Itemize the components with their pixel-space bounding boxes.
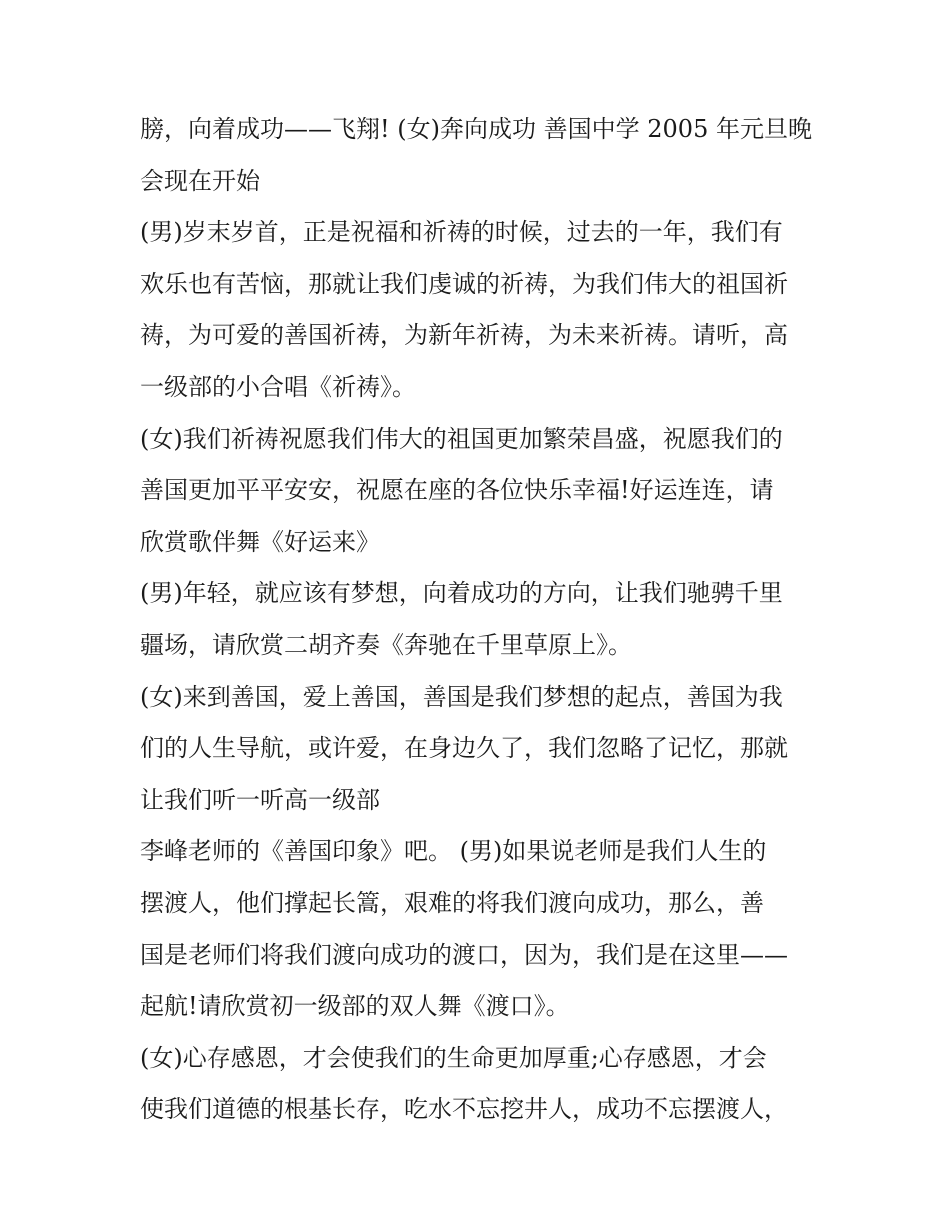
text-line: 李峰老师的《善国印象》吧。 (男)如果说老师是我们人生的	[140, 837, 767, 866]
text-line: 起航!请欣赏初一级部的双人舞《渡口》。	[140, 992, 570, 1021]
text-line: 欣赏歌伴舞《好运来》	[140, 527, 380, 556]
text-line: 一级部的小合唱《祈祷》。	[140, 372, 416, 401]
text-line: (男)年轻，就应该有梦想，向着成功的方向，让我们驰骋千里	[140, 579, 783, 608]
text-line: 会现在开始	[140, 166, 260, 195]
text-line: (女)我们祈祷祝愿我们伟大的祖国更加繁荣昌盛，祝愿我们的	[140, 424, 783, 453]
text-line: (男)岁末岁首，正是祝福和祈祷的时候，过去的一年，我们有	[140, 218, 783, 247]
text-line: 膀，向着成功——飞翔! (女)奔向成功 善国中学 2005 年元旦晚	[140, 115, 812, 143]
text-line: 疆场，请欣赏二胡齐奏《奔驰在千里草原上》。	[140, 630, 632, 659]
text-line: 使我们道德的根基长存，吃水不忘挖井人，成功不忘摆渡人，	[140, 1095, 788, 1124]
document-body	[140, 104, 820, 1136]
text-line: 善国更加平平安安，祝愿在座的各位快乐幸福!好运连连，请	[140, 476, 774, 505]
text-line: (女)心存感恩，才会使我们的生命更加厚重;心存感恩，才会	[140, 1043, 767, 1072]
text-line: 们的人生导航，或许爱，在身边久了，我们忽略了记忆，那就	[140, 734, 788, 763]
text-line: 摆渡人，他们撑起长篙，艰难的将我们渡向成功，那么，善	[140, 888, 764, 917]
text-line: 国是老师们将我们渡向成功的渡口，因为，我们是在这里——	[140, 940, 788, 969]
text-line: 让我们听一听高一级部	[140, 785, 380, 814]
text-line: 欢乐也有苦恼，那就让我们虔诚的祈祷，为我们伟大的祖国祈	[140, 269, 788, 298]
text-line: 祷，为可爱的善国祈祷，为新年祈祷，为未来祈祷。请听，高	[140, 321, 788, 350]
text-line: (女)来到善国，爱上善国，善国是我们梦想的起点，善国为我	[140, 682, 783, 711]
